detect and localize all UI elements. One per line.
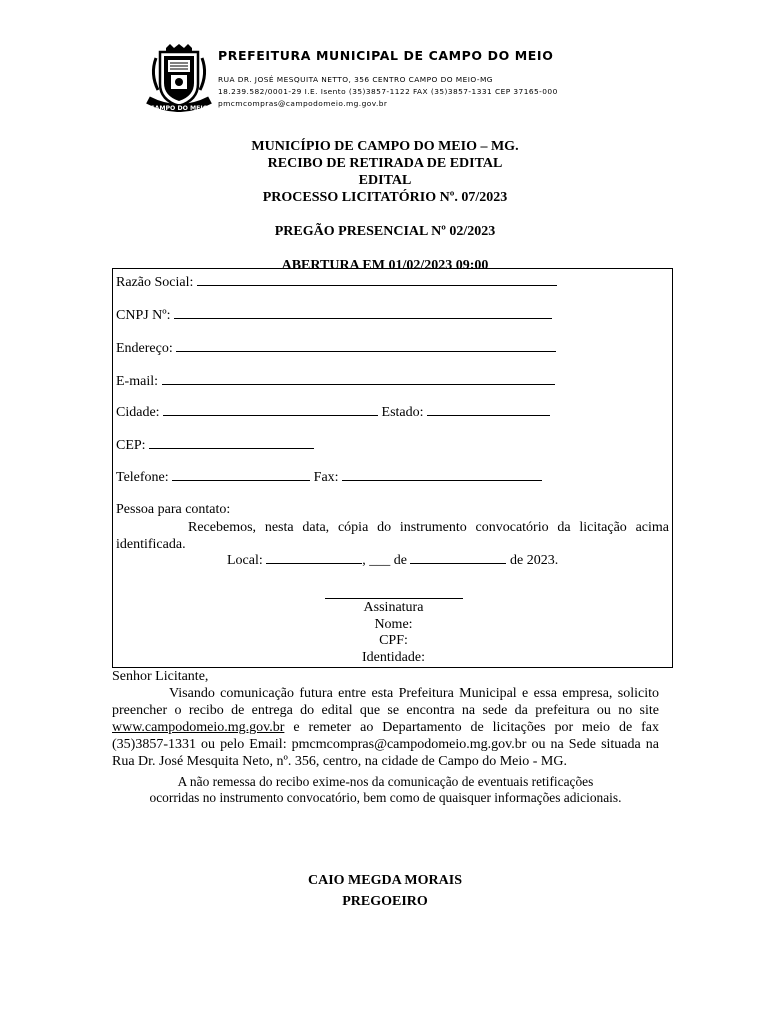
signer-role: PREGOEIRO	[342, 894, 428, 909]
local-date-field[interactable]	[227, 552, 558, 569]
website-link[interactable]: www.campodomeio.mg.gov.br	[112, 720, 285, 735]
prefeitura-ids: 18.239.582/0001-29 I.E. Isento (35)3857-1122 FAX (35)3857-1331 CEP 37165-000	[218, 87, 558, 96]
cidade-label: Cidade:	[116, 405, 160, 420]
cnpj-field[interactable]	[116, 307, 552, 324]
cep-field[interactable]	[116, 437, 314, 454]
abertura-title: ABERTURA EM 01/02/2023 09:00	[281, 258, 489, 273]
signature-line[interactable]	[325, 598, 463, 599]
signature-block	[113, 600, 674, 666]
processo-title: PROCESSO LICITATÓRIO Nº. 07/2023	[262, 190, 508, 205]
estado-label: Estado:	[381, 405, 424, 420]
email-label: E-mail:	[116, 374, 158, 389]
notice-greeting: Senhor Licitante,	[112, 669, 209, 684]
receipt-form	[112, 268, 673, 668]
identidade-label: Identidade:	[362, 649, 425, 665]
email-field[interactable]	[116, 373, 555, 390]
prefeitura-address: RUA DR. JOSÉ MESQUITA NETTO, 356 CENTRO CAMPO DO MEIO-MG	[218, 75, 493, 84]
notice-section	[112, 668, 659, 806]
edital-title: EDITAL	[358, 173, 412, 188]
cpf-label: CPF:	[379, 633, 408, 648]
endereco-field[interactable]	[116, 340, 556, 357]
recebemos-text: Recebemos, nesta data, cópia do instrumento convocatório da licitação acima identificada.	[116, 520, 669, 552]
notice-text-a: Visando comunicação futura entre esta Prefeitura Municipal e essa empresa, solicito preencher o recibo de entrega do edital que se encontra na sede da prefeitura ou no site	[112, 686, 659, 718]
signer-name: CAIO MEGDA MORAIS	[307, 873, 462, 888]
razao-social-blank[interactable]	[197, 274, 557, 286]
municipal-seal-icon	[146, 44, 212, 112]
fax-blank[interactable]	[342, 469, 542, 481]
svg-text:CAMPO DO MEIO: CAMPO DO MEIO	[150, 105, 208, 112]
day-separator: , ___ de	[362, 553, 407, 568]
endereco-label: Endereço:	[116, 341, 173, 356]
cep-blank[interactable]	[149, 437, 314, 449]
cep-label: CEP:	[116, 438, 146, 453]
telefone-fax-field[interactable]	[116, 469, 542, 486]
prefeitura-email: pmcmcompras@campodomeio.mg.gov.br	[218, 99, 388, 108]
email-blank[interactable]	[162, 373, 555, 385]
razao-social-field[interactable]	[116, 274, 557, 291]
endereco-blank[interactable]	[176, 340, 556, 352]
cnpj-blank[interactable]	[174, 307, 552, 319]
assinatura-label: Assinatura	[363, 600, 424, 615]
notice-disclaimer	[112, 774, 659, 806]
cnpj-label: CNPJ Nº:	[116, 308, 171, 323]
cidade-blank[interactable]	[163, 404, 378, 416]
notice-text-b: e remeter ao Departamento de licitações por meio de fax (35)3857-1331 ou pelo Email: pmcmcompras@campodomeio.mg.gov.br ou na Sede situada na Rua Dr. José Mesquita Neto, nº. 356, centro, na cidade de Campo do Meio - MG.	[112, 720, 659, 769]
local-blank[interactable]	[266, 552, 362, 564]
disclaimer-line-2: ocorridas no instrumento convocatório, bem como de quaisquer informações adicionais.	[149, 790, 622, 805]
telefone-blank[interactable]	[172, 469, 310, 481]
notice-paragraph	[112, 685, 659, 770]
telefone-label: Telefone:	[116, 470, 169, 485]
letterhead	[146, 44, 746, 114]
year-label: de 2023.	[509, 553, 559, 568]
document-titles	[0, 138, 770, 274]
fax-label: Fax:	[313, 470, 339, 485]
estado-blank[interactable]	[427, 404, 550, 416]
cidade-estado-field[interactable]	[116, 404, 550, 421]
local-label: Local:	[227, 553, 263, 568]
municipio-title: MUNICÍPIO DE CAMPO DO MEIO – MG.	[251, 139, 519, 154]
nome-label: Nome:	[374, 616, 413, 632]
razao-social-label: Razão Social:	[116, 275, 194, 290]
disclaimer-line-1: A não remessa do recibo exime-nos da comunicação de eventuais retificações	[177, 774, 594, 789]
recibo-title: RECIBO DE RETIRADA DE EDITAL	[267, 156, 503, 171]
pregao-title: PREGÃO PRESENCIAL Nº 02/2023	[274, 224, 496, 239]
month-blank[interactable]	[410, 552, 506, 564]
prefeitura-title: PREFEITURA MUNICIPAL DE CAMPO DO MEIO	[218, 48, 554, 63]
contato-label: Pessoa para contato:	[116, 502, 231, 517]
